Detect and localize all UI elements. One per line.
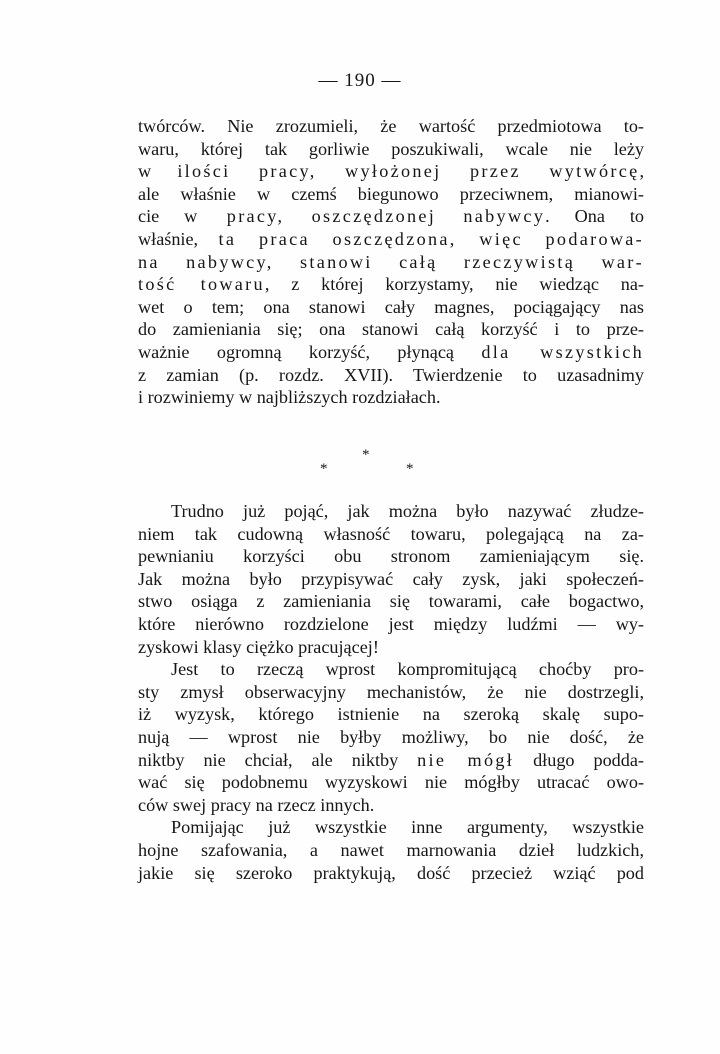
text-line <box>138 545 644 568</box>
text-fragment: ców swej pracy na rzecz innych. <box>138 794 375 815</box>
text-line <box>138 726 644 749</box>
text-line <box>138 590 644 613</box>
text-line <box>138 523 644 546</box>
text-line <box>138 296 644 319</box>
text-line <box>138 771 644 794</box>
text-line <box>138 183 644 206</box>
text-fragment: hojne szafowania, a nawet marnowania dzieł ludzkich, <box>138 839 644 860</box>
text-fragment: nują — wprost nie byłby możliwy, bo nie dość, że <box>138 726 644 747</box>
asterism-star-top: * <box>362 447 370 463</box>
text-line <box>138 568 644 591</box>
text-line <box>138 318 644 341</box>
text-line <box>138 613 644 636</box>
text-fragment: wet o tem; ona stanowi cały magnes, pociągający nas <box>138 296 644 317</box>
text-fragment: , z której korzystamy, nie wiedząc na‐ <box>264 274 644 295</box>
text-fragment: sty zmysł obserwacyjny mechanistów, że nie dostrzegli, <box>138 681 644 702</box>
text-fragment: niktby nie chciał, ale niktby <box>138 749 418 770</box>
text-fragment: Jest to rzeczą wprost kompromitującą choćby pro‐ <box>171 659 644 680</box>
paragraph-2 <box>138 500 644 658</box>
text-line <box>138 749 644 772</box>
text-fragment: i rozwiniemy w najbliższych rozdziałach. <box>138 387 441 408</box>
text-fragment: cie <box>138 206 185 227</box>
text-line <box>138 862 644 885</box>
spaced-emphasis: dla wszystkich <box>481 341 644 362</box>
spaced-emphasis: tość towaru <box>138 274 265 295</box>
paragraph-4 <box>138 816 644 884</box>
text-line <box>138 500 644 523</box>
paragraph-1 <box>138 115 644 409</box>
text-line <box>138 794 644 817</box>
spaced-emphasis: ilości pracy, wyłożonej przez wytwórcę <box>177 161 640 182</box>
asterism-divider <box>300 448 440 482</box>
text-line <box>138 636 644 659</box>
spaced-emphasis: w pracy, oszczędzonej nabywcy <box>184 206 546 227</box>
asterism-star-right: * <box>406 461 414 477</box>
paragraph-3 <box>138 658 644 816</box>
spaced-emphasis: nie mógł <box>417 749 515 770</box>
text-fragment: z zamian (p. rozdz. XVII). Twierdzenie to uzasadnimy <box>138 364 644 385</box>
text-fragment: pewnianiu korzyści obu stronom zamieniającym się. <box>138 546 644 567</box>
text-line <box>138 205 644 228</box>
text-line <box>138 251 644 274</box>
text-fragment: długo podda‐ <box>514 749 644 770</box>
text-fragment: które nierówno rozdzielone jest między ludźmi — wy‐ <box>138 613 644 634</box>
text-fragment: Jak można było przypisywać cały zysk, jaki społeczeń‐ <box>138 568 644 589</box>
text-line <box>138 273 644 296</box>
spaced-emphasis: na nabywcy, stanowi całą rzeczywistą war‐ <box>138 251 644 272</box>
text-fragment: ale właśnie w czemś biegunowo przeciwnem, mianowi‐ <box>138 183 644 204</box>
text-line <box>138 839 644 862</box>
text-fragment: ważnie ogromną korzyść, płynącą <box>138 341 482 362</box>
text-fragment: . Ona to <box>545 206 645 227</box>
section-body <box>138 500 644 884</box>
text-line <box>138 816 644 839</box>
text-fragment: zyskowi klasy ciężko pracującej! <box>138 636 379 657</box>
text-line <box>138 160 644 183</box>
text-fragment: właśnie, <box>138 228 219 249</box>
text-line <box>138 364 644 387</box>
text-line <box>138 341 644 364</box>
text-fragment: jakie się szeroko praktykują, dość przecież wziąć pod <box>138 862 644 883</box>
page-number: — 190 — <box>318 70 402 91</box>
text-fragment: stwo osiąga z zamieniania się towarami, całe bogactwo, <box>138 591 644 612</box>
text-fragment: twórców. Nie zrozumieli, że wartość przedmiotowa to‐ <box>138 116 644 136</box>
text-fragment: waru, której tak gorliwie poszukiwali, wcale nie leży <box>138 138 644 159</box>
text-fragment: wać się podobnemu wyzyskowi nie mógłby utracać owo‐ <box>138 772 644 793</box>
text-fragment: w <box>138 161 178 182</box>
text-line <box>138 115 644 138</box>
text-line <box>138 658 644 681</box>
text-fragment: Pomijając już wszystkie inne argumenty, wszystkie <box>171 817 644 838</box>
text-line <box>138 681 644 704</box>
text-fragment: iż wyzysk, którego istnienie na szeroką skalę supo‐ <box>138 704 644 725</box>
text-line <box>138 386 644 409</box>
text-fragment: Trudno już pojąć, jak można było nazywać złudze‐ <box>171 501 644 521</box>
text-line <box>138 228 644 251</box>
text-fragment: , <box>639 161 644 182</box>
asterism-star-left: * <box>320 461 328 477</box>
text-fragment: niem tak cudowną własność towaru, polegającą na za‐ <box>138 523 644 544</box>
text-line <box>138 138 644 161</box>
text-line <box>138 703 644 726</box>
spaced-emphasis: ta praca oszczędzona, więc podarowa‐ <box>218 228 645 249</box>
text-fragment: do zamieniania się; ona stanowi całą korzyść i to prze‐ <box>138 319 644 340</box>
